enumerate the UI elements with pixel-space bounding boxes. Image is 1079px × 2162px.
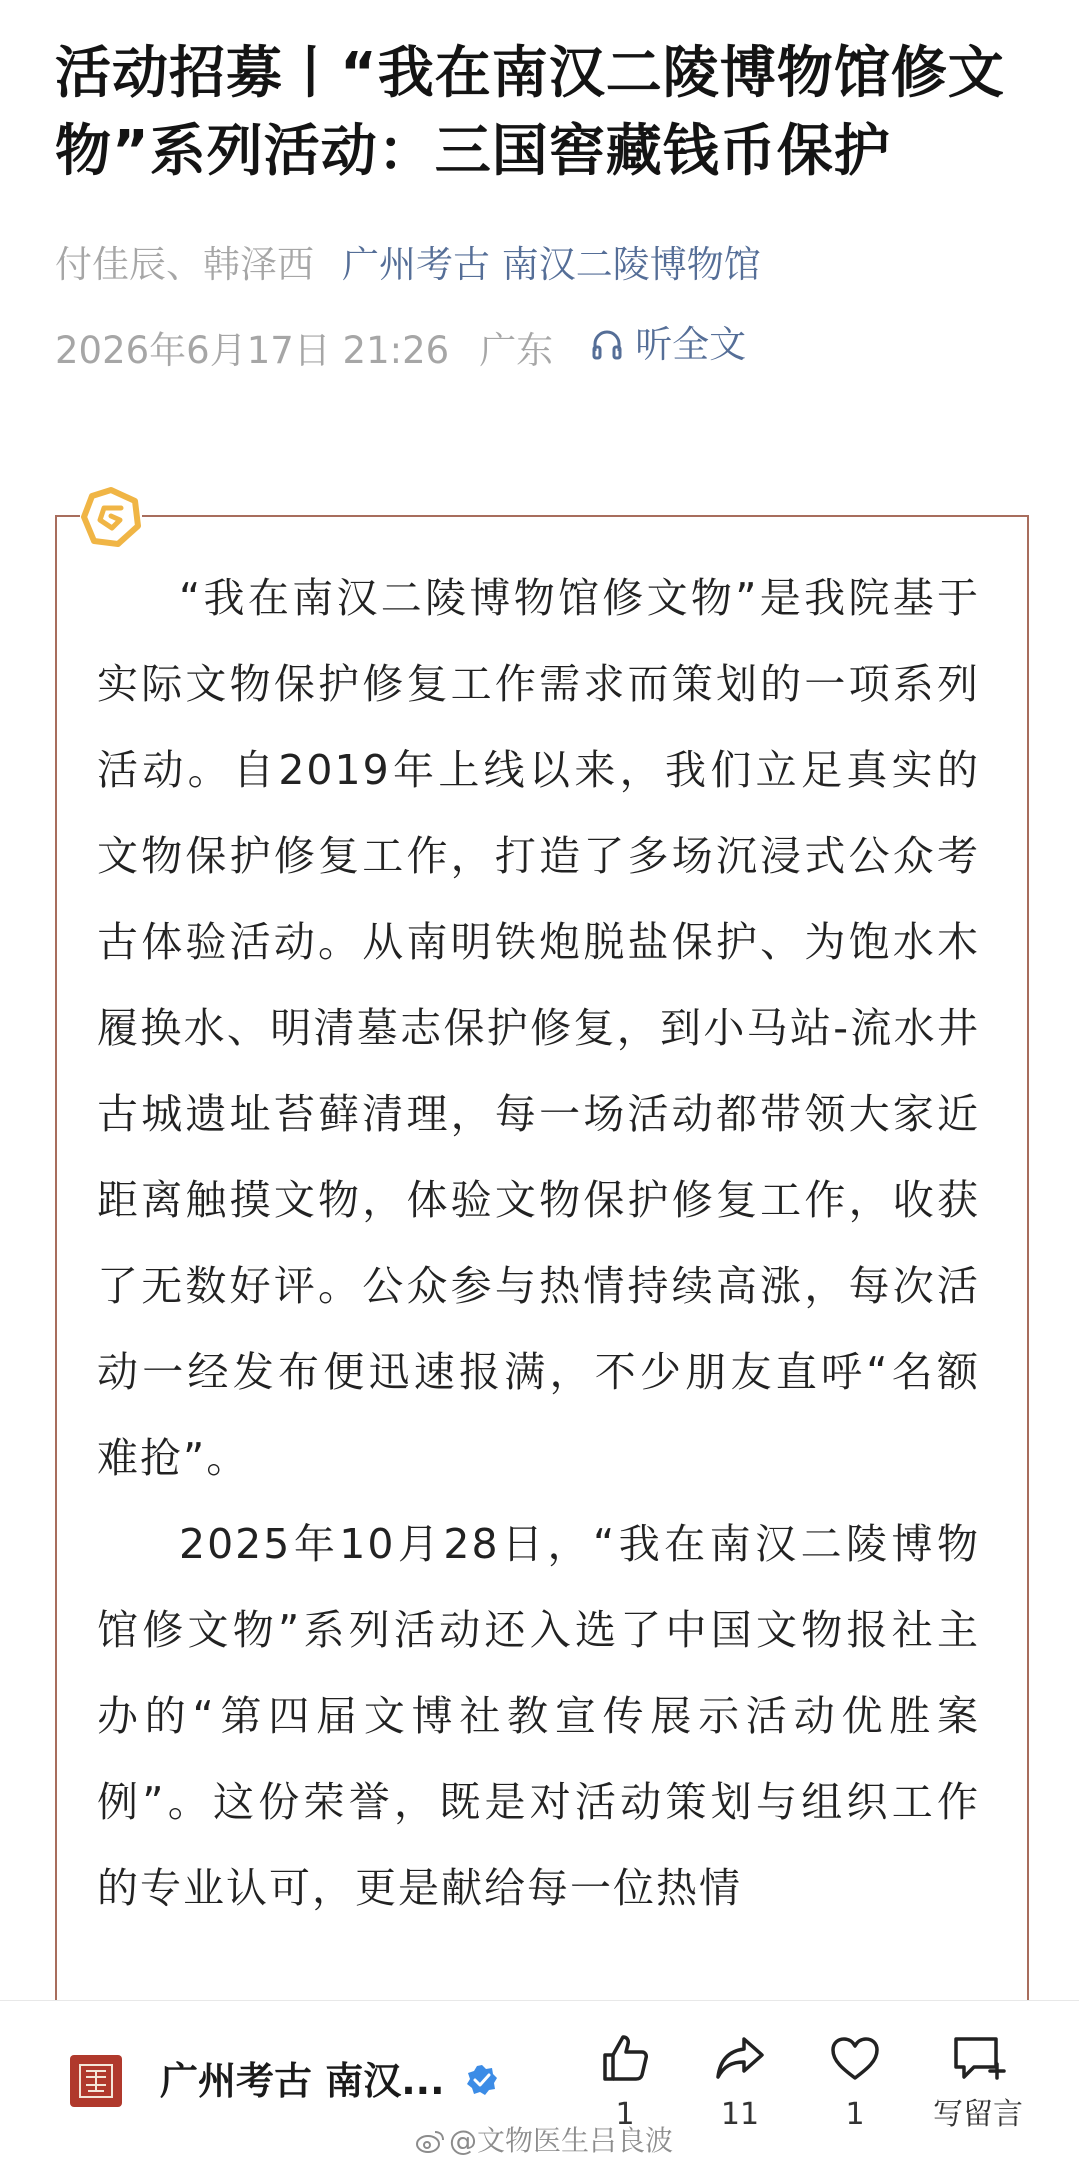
favorite-count: 1 [845, 2097, 865, 2132]
verified-icon [465, 2063, 499, 2097]
deco-scroll-icon [80, 486, 142, 548]
account-avatar[interactable] [70, 2055, 122, 2107]
comment-label: 写留言 [933, 2097, 1023, 2132]
weibo-icon [415, 2128, 445, 2154]
bottom-action-bar [0, 2000, 1079, 2162]
headphones-icon [589, 327, 625, 363]
author-names: 付佳辰、韩泽西 [55, 243, 314, 286]
comment-icon [948, 2031, 1008, 2087]
seal-icon [76, 2061, 116, 2101]
like-button[interactable] [570, 2031, 680, 2133]
favorite-button[interactable] [800, 2031, 910, 2133]
share-button[interactable] [685, 2031, 795, 2133]
listen-button[interactable] [589, 320, 746, 370]
share-icon [712, 2031, 768, 2087]
watermark [415, 2119, 673, 2159]
share-count: 11 [720, 2097, 760, 2132]
article-meta-time [55, 320, 746, 376]
publish-datetime: 2026年6月17日 21:26 [55, 329, 450, 372]
like-count: 1 [615, 2097, 635, 2132]
paragraph: 2025年10月28日，“我在南汉二陵博物馆修文物”系列活动还入选了中国文物报社主办的“第四届文博社教宣传展示活动优胜案例”。这份荣誉，既是对活动策划与组织工作的专业认可，更是献给每一位热情 [97, 1520, 980, 1912]
paragraph: “我在南汉二陵博物馆修文物”是我院基于实际文物保护修复工作需求而策划的一项系列活动。自2019年上线以来，我们立足真实的文物保护修复工作，打造了多场沉浸式公众考古体验活动。从南明铁炮脱盐保护、为饱水木履换水、明清墓志保护修复，到小马站-流水井古城遗址苔藓清理，每一场活动都带领大家近距离触摸文物，体验文物保护修复工作，收获了无数好评。公众参与热情持续高涨，每次活动一经发布便迅速报满，不少朋友直呼“名额难抢”。 [97, 574, 980, 1482]
source-accounts[interactable]: 广州考古 南汉二陵博物馆 [342, 243, 761, 286]
article-title: 活动招募丨“我在南汉二陵博物馆修文物”系列活动：三国窖藏钱币保护 [55, 41, 1005, 184]
publish-location: 广东 [479, 329, 554, 372]
article-body [97, 555, 980, 1931]
watermark-text: @文物医生吕良波 [449, 2124, 674, 2157]
account-name[interactable]: 广州考古 南汉... [160, 2059, 445, 2103]
listen-label: 听全文 [635, 323, 747, 366]
article-meta-authors [55, 240, 761, 290]
like-icon [597, 2031, 653, 2087]
favorite-icon [827, 2031, 883, 2087]
comment-button[interactable] [918, 2031, 1038, 2133]
